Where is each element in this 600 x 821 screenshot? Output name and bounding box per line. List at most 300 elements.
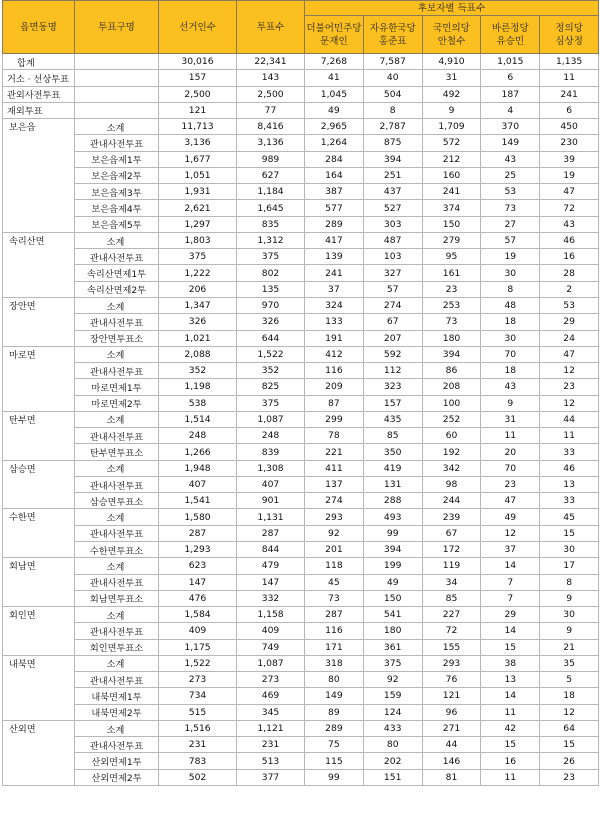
area-name-cell bbox=[3, 167, 75, 183]
candidate-votes-cell: 41 bbox=[305, 70, 364, 86]
summary-label: 재외투표 bbox=[3, 102, 75, 118]
candidate-votes-cell: 38 bbox=[481, 655, 540, 671]
votes-cell: 825 bbox=[237, 379, 305, 395]
candidate-votes-cell: 187 bbox=[481, 86, 540, 102]
candidate-votes-cell: 30 bbox=[540, 541, 599, 557]
table-row bbox=[3, 265, 599, 281]
voters-cell: 352 bbox=[159, 363, 237, 379]
voters-cell: 1,051 bbox=[159, 167, 237, 183]
voters-cell: 1,175 bbox=[159, 639, 237, 655]
area-name-cell bbox=[3, 574, 75, 590]
candidate-votes-cell: 70 bbox=[481, 460, 540, 476]
candidate-votes-cell: 67 bbox=[422, 525, 481, 541]
votes-cell: 147 bbox=[237, 574, 305, 590]
voters-cell: 231 bbox=[159, 737, 237, 753]
summary-row bbox=[3, 86, 599, 102]
table-row bbox=[3, 688, 599, 704]
candidate-votes-cell: 45 bbox=[305, 574, 364, 590]
candidate-votes-cell: 577 bbox=[305, 200, 364, 216]
candidate-votes-cell: 12 bbox=[540, 395, 599, 411]
candidate-votes-cell: 12 bbox=[540, 363, 599, 379]
place-name-cell: 보은읍제3투 bbox=[75, 184, 159, 200]
summary-row bbox=[3, 54, 599, 70]
candidate-votes-cell: 192 bbox=[422, 444, 481, 460]
votes-cell: 835 bbox=[237, 216, 305, 232]
candidate-votes-cell: 318 bbox=[305, 655, 364, 671]
area-name-cell bbox=[3, 428, 75, 444]
candidate-votes-cell: 527 bbox=[363, 200, 422, 216]
candidate-votes-cell: 160 bbox=[422, 167, 481, 183]
area-name-cell bbox=[3, 444, 75, 460]
candidate-votes-cell: 9 bbox=[481, 395, 540, 411]
candidate-votes-cell: 1,015 bbox=[481, 54, 540, 70]
candidate-votes-cell: 8 bbox=[363, 102, 422, 118]
place-name-cell: 관내사전투표 bbox=[75, 363, 159, 379]
place-name-cell: 관내사전투표 bbox=[75, 525, 159, 541]
table-row bbox=[3, 330, 599, 346]
candidate-votes-cell: 150 bbox=[422, 216, 481, 232]
votes-cell: 802 bbox=[237, 265, 305, 281]
candidate-votes-cell: 96 bbox=[422, 704, 481, 720]
area-name-cell: 탄부면 bbox=[3, 411, 75, 427]
voters-cell: 147 bbox=[159, 574, 237, 590]
candidate-votes-cell: 13 bbox=[540, 476, 599, 492]
candidate-votes-cell: 18 bbox=[481, 314, 540, 330]
place-name-cell: 마로면제2투 bbox=[75, 395, 159, 411]
candidate-votes-cell: 209 bbox=[305, 379, 364, 395]
table-row bbox=[3, 346, 599, 362]
votes-cell: 287 bbox=[237, 525, 305, 541]
place-name-cell: 소계 bbox=[75, 509, 159, 525]
voters-cell: 206 bbox=[159, 281, 237, 297]
area-name-cell: 수한면 bbox=[3, 509, 75, 525]
candidate-votes-cell: 394 bbox=[422, 346, 481, 362]
candidate-votes-cell: 241 bbox=[422, 184, 481, 200]
votes-cell: 273 bbox=[237, 672, 305, 688]
voters-cell: 783 bbox=[159, 753, 237, 769]
candidate-votes-cell: 157 bbox=[363, 395, 422, 411]
candidate-votes-cell: 394 bbox=[363, 151, 422, 167]
candidate-votes-cell: 30 bbox=[540, 607, 599, 623]
place-name-cell: 소계 bbox=[75, 411, 159, 427]
area-name-cell bbox=[3, 639, 75, 655]
candidate-votes-cell: 124 bbox=[363, 704, 422, 720]
votes-cell: 989 bbox=[237, 151, 305, 167]
candidate-votes-cell: 73 bbox=[481, 200, 540, 216]
votes-cell: 231 bbox=[237, 737, 305, 753]
area-name-cell bbox=[3, 688, 75, 704]
candidate-votes-cell: 342 bbox=[422, 460, 481, 476]
voters-cell: 1,347 bbox=[159, 297, 237, 313]
candidate-votes-cell: 31 bbox=[481, 411, 540, 427]
votes-cell: 248 bbox=[237, 428, 305, 444]
candidate-votes-cell: 419 bbox=[363, 460, 422, 476]
candidate-votes-cell: 199 bbox=[363, 558, 422, 574]
header-area: 읍면동명 bbox=[3, 1, 75, 54]
candidate-votes-cell: 35 bbox=[540, 655, 599, 671]
candidate-votes-cell: 161 bbox=[422, 265, 481, 281]
candidate-votes-cell: 274 bbox=[363, 297, 422, 313]
candidate-votes-cell: 417 bbox=[305, 232, 364, 248]
table-row bbox=[3, 135, 599, 151]
area-name-cell bbox=[3, 753, 75, 769]
candidate-votes-cell: 159 bbox=[363, 688, 422, 704]
voters-cell: 157 bbox=[159, 70, 237, 86]
candidate-votes-cell: 81 bbox=[422, 769, 481, 785]
candidate-votes-cell: 118 bbox=[305, 558, 364, 574]
area-name-cell bbox=[3, 249, 75, 265]
votes-cell: 1,158 bbox=[237, 607, 305, 623]
candidate-votes-cell: 98 bbox=[422, 476, 481, 492]
voters-cell: 1,514 bbox=[159, 411, 237, 427]
place-name-cell: 탄부면투표소 bbox=[75, 444, 159, 460]
header-voters: 선거인수 bbox=[159, 1, 237, 54]
candidate-votes-cell: 17 bbox=[540, 558, 599, 574]
candidate-votes-cell: 24 bbox=[540, 330, 599, 346]
candidate-votes-cell: 29 bbox=[481, 607, 540, 623]
candidate-votes-cell: 191 bbox=[305, 330, 364, 346]
votes-cell: 513 bbox=[237, 753, 305, 769]
area-name-cell bbox=[3, 314, 75, 330]
candidate-votes-cell: 73 bbox=[422, 314, 481, 330]
candidate-votes-cell: 116 bbox=[305, 363, 364, 379]
header-candidate-1: 더불어민주당 문재인 bbox=[305, 16, 364, 54]
area-name-cell bbox=[3, 265, 75, 281]
candidate-votes-cell: 28 bbox=[540, 265, 599, 281]
candidate-votes-cell: 48 bbox=[481, 297, 540, 313]
candidate-votes-cell: 70 bbox=[481, 346, 540, 362]
place-name-cell: 산외면제1투 bbox=[75, 753, 159, 769]
votes-cell: 345 bbox=[237, 704, 305, 720]
candidate-votes-cell: 875 bbox=[363, 135, 422, 151]
candidate-votes-cell: 25 bbox=[481, 167, 540, 183]
area-name-cell bbox=[3, 493, 75, 509]
place-name-cell: 소계 bbox=[75, 655, 159, 671]
candidate-votes-cell: 46 bbox=[540, 232, 599, 248]
candidate-votes-cell: 131 bbox=[363, 476, 422, 492]
candidate-votes-cell: 241 bbox=[540, 86, 599, 102]
place-name-cell: 관내사전투표 bbox=[75, 249, 159, 265]
candidate-votes-cell: 361 bbox=[363, 639, 422, 655]
place-name-cell: 관내사전투표 bbox=[75, 476, 159, 492]
votes-cell: 627 bbox=[237, 167, 305, 183]
table-row bbox=[3, 216, 599, 232]
candidate-votes-cell: 16 bbox=[540, 249, 599, 265]
candidate-votes-cell: 11 bbox=[481, 769, 540, 785]
candidate-votes-cell: 202 bbox=[363, 753, 422, 769]
area-name-cell: 삼승면 bbox=[3, 460, 75, 476]
candidate-votes-cell: 47 bbox=[540, 184, 599, 200]
area-name-cell bbox=[3, 151, 75, 167]
voters-cell: 538 bbox=[159, 395, 237, 411]
area-name-cell bbox=[3, 623, 75, 639]
candidate-votes-cell: 100 bbox=[422, 395, 481, 411]
candidate-votes-cell: 288 bbox=[363, 493, 422, 509]
voters-cell: 1,198 bbox=[159, 379, 237, 395]
candidate-votes-cell: 4 bbox=[481, 102, 540, 118]
area-name-cell bbox=[3, 379, 75, 395]
candidate-votes-cell: 149 bbox=[305, 688, 364, 704]
votes-cell: 1,121 bbox=[237, 720, 305, 736]
table-row bbox=[3, 314, 599, 330]
place-name-cell: 관내사전투표 bbox=[75, 737, 159, 753]
voters-cell: 1,222 bbox=[159, 265, 237, 281]
voters-cell: 326 bbox=[159, 314, 237, 330]
area-name-cell bbox=[3, 395, 75, 411]
candidate-votes-cell: 85 bbox=[422, 590, 481, 606]
candidate-votes-cell: 89 bbox=[305, 704, 364, 720]
candidate-votes-cell: 4,910 bbox=[422, 54, 481, 70]
candidate-votes-cell: 75 bbox=[305, 737, 364, 753]
candidate-votes-cell: 12 bbox=[481, 525, 540, 541]
place-name-cell: 소계 bbox=[75, 119, 159, 135]
candidate-votes-cell: 253 bbox=[422, 297, 481, 313]
area-name-cell: 산외면 bbox=[3, 720, 75, 736]
table-row bbox=[3, 428, 599, 444]
candidate-votes-cell: 72 bbox=[540, 200, 599, 216]
candidate-votes-cell: 7,268 bbox=[305, 54, 364, 70]
votes-cell: 844 bbox=[237, 541, 305, 557]
candidate-votes-cell: 2 bbox=[540, 281, 599, 297]
votes-cell: 1,131 bbox=[237, 509, 305, 525]
area-name-cell: 회인면 bbox=[3, 607, 75, 623]
table-row bbox=[3, 151, 599, 167]
candidate-votes-cell: 5 bbox=[540, 672, 599, 688]
table-row bbox=[3, 395, 599, 411]
candidate-votes-cell: 251 bbox=[363, 167, 422, 183]
candidate-votes-cell: 42 bbox=[481, 720, 540, 736]
votes-cell: 135 bbox=[237, 281, 305, 297]
candidate-votes-cell: 78 bbox=[305, 428, 364, 444]
candidate-votes-cell: 19 bbox=[540, 167, 599, 183]
candidate-votes-cell: 303 bbox=[363, 216, 422, 232]
votes-cell: 1,087 bbox=[237, 411, 305, 427]
candidate-votes-cell: 492 bbox=[422, 86, 481, 102]
candidate-votes-cell: 139 bbox=[305, 249, 364, 265]
candidate-votes-cell: 23 bbox=[422, 281, 481, 297]
candidate-votes-cell: 27 bbox=[481, 216, 540, 232]
place-name-cell: 내북면제1투 bbox=[75, 688, 159, 704]
votes-cell: 901 bbox=[237, 493, 305, 509]
candidate-votes-cell: 30 bbox=[481, 330, 540, 346]
votes-cell: 332 bbox=[237, 590, 305, 606]
candidate-votes-cell: 350 bbox=[363, 444, 422, 460]
candidate-votes-cell: 39 bbox=[540, 151, 599, 167]
candidate-votes-cell: 212 bbox=[422, 151, 481, 167]
place-name-cell: 보은읍제1투 bbox=[75, 151, 159, 167]
place-name-cell: 관내사전투표 bbox=[75, 574, 159, 590]
area-name-cell bbox=[3, 541, 75, 557]
candidate-votes-cell: 137 bbox=[305, 476, 364, 492]
votes-cell: 377 bbox=[237, 769, 305, 785]
voters-cell: 3,136 bbox=[159, 135, 237, 151]
election-results-table bbox=[2, 0, 599, 786]
header-votes: 투표수 bbox=[237, 1, 305, 54]
header-place: 투표구명 bbox=[75, 1, 159, 54]
table-row bbox=[3, 509, 599, 525]
candidate-votes-cell: 289 bbox=[305, 720, 364, 736]
candidate-votes-cell: 493 bbox=[363, 509, 422, 525]
candidate-votes-cell: 33 bbox=[540, 444, 599, 460]
candidate-votes-cell: 146 bbox=[422, 753, 481, 769]
place-name-cell: 소계 bbox=[75, 607, 159, 623]
votes-cell: 407 bbox=[237, 476, 305, 492]
candidate-votes-cell: 327 bbox=[363, 265, 422, 281]
place-name-cell: 소계 bbox=[75, 720, 159, 736]
candidate-votes-cell: 15 bbox=[481, 639, 540, 655]
place-name-cell: 보은읍제4투 bbox=[75, 200, 159, 216]
table-row bbox=[3, 281, 599, 297]
voters-cell: 476 bbox=[159, 590, 237, 606]
candidate-votes-cell: 18 bbox=[481, 363, 540, 379]
summary-label: 거소 · 선상투표 bbox=[3, 70, 75, 86]
candidate-votes-cell: 370 bbox=[481, 119, 540, 135]
votes-cell: 1,522 bbox=[237, 346, 305, 362]
candidate-votes-cell: 47 bbox=[540, 346, 599, 362]
votes-cell: 479 bbox=[237, 558, 305, 574]
place-name-cell: 수한면투표소 bbox=[75, 541, 159, 557]
candidate-votes-cell: 411 bbox=[305, 460, 364, 476]
candidate-votes-cell: 155 bbox=[422, 639, 481, 655]
area-name-cell bbox=[3, 281, 75, 297]
voters-cell: 407 bbox=[159, 476, 237, 492]
candidate-votes-cell: 180 bbox=[363, 623, 422, 639]
candidate-votes-cell: 60 bbox=[422, 428, 481, 444]
candidate-votes-cell: 64 bbox=[540, 720, 599, 736]
area-name-cell: 마로면 bbox=[3, 346, 75, 362]
voters-cell: 1,541 bbox=[159, 493, 237, 509]
place-name-cell: 관내사전투표 bbox=[75, 135, 159, 151]
candidate-votes-cell: 116 bbox=[305, 623, 364, 639]
table-row bbox=[3, 476, 599, 492]
candidate-votes-cell: 151 bbox=[363, 769, 422, 785]
place-name-cell: 관내사전투표 bbox=[75, 623, 159, 639]
table-row bbox=[3, 232, 599, 248]
voters-cell: 1,931 bbox=[159, 184, 237, 200]
place-name-cell: 회인면투표소 bbox=[75, 639, 159, 655]
area-name-cell: 속리산면 bbox=[3, 232, 75, 248]
empty-place-cell bbox=[75, 70, 159, 86]
candidate-votes-cell: 2,787 bbox=[363, 119, 422, 135]
candidate-votes-cell: 72 bbox=[422, 623, 481, 639]
table-row bbox=[3, 558, 599, 574]
voters-cell: 623 bbox=[159, 558, 237, 574]
table-row bbox=[3, 493, 599, 509]
area-name-cell: 내북면 bbox=[3, 655, 75, 671]
candidate-votes-cell: 374 bbox=[422, 200, 481, 216]
candidate-votes-cell: 279 bbox=[422, 232, 481, 248]
candidate-votes-cell: 8 bbox=[540, 574, 599, 590]
table-row bbox=[3, 460, 599, 476]
candidate-votes-cell: 412 bbox=[305, 346, 364, 362]
candidate-votes-cell: 57 bbox=[481, 232, 540, 248]
voters-cell: 734 bbox=[159, 688, 237, 704]
voters-cell: 375 bbox=[159, 249, 237, 265]
candidate-votes-cell: 16 bbox=[481, 753, 540, 769]
place-name-cell: 내북면제2투 bbox=[75, 704, 159, 720]
candidate-votes-cell: 92 bbox=[363, 672, 422, 688]
place-name-cell: 관내사전투표 bbox=[75, 314, 159, 330]
place-name-cell: 장안면투표소 bbox=[75, 330, 159, 346]
voters-cell: 1,948 bbox=[159, 460, 237, 476]
votes-cell: 143 bbox=[237, 70, 305, 86]
place-name-cell: 회남면투표소 bbox=[75, 590, 159, 606]
candidate-votes-cell: 43 bbox=[540, 216, 599, 232]
area-name-cell bbox=[3, 525, 75, 541]
candidate-votes-cell: 23 bbox=[540, 769, 599, 785]
candidate-votes-cell: 274 bbox=[305, 493, 364, 509]
results-body bbox=[3, 54, 599, 786]
table-row bbox=[3, 590, 599, 606]
votes-cell: 77 bbox=[237, 102, 305, 118]
votes-cell: 1,308 bbox=[237, 460, 305, 476]
votes-cell: 326 bbox=[237, 314, 305, 330]
candidate-votes-cell: 13 bbox=[481, 672, 540, 688]
candidate-votes-cell: 119 bbox=[422, 558, 481, 574]
candidate-votes-cell: 149 bbox=[481, 135, 540, 151]
area-name-cell bbox=[3, 737, 75, 753]
candidate-votes-cell: 99 bbox=[363, 525, 422, 541]
votes-cell: 375 bbox=[237, 395, 305, 411]
candidate-votes-cell: 387 bbox=[305, 184, 364, 200]
candidate-votes-cell: 14 bbox=[481, 623, 540, 639]
candidate-votes-cell: 14 bbox=[481, 558, 540, 574]
candidate-votes-cell: 112 bbox=[363, 363, 422, 379]
candidate-votes-cell: 30 bbox=[481, 265, 540, 281]
candidate-votes-cell: 31 bbox=[422, 70, 481, 86]
voters-cell: 30,016 bbox=[159, 54, 237, 70]
area-name-cell bbox=[3, 672, 75, 688]
candidate-votes-cell: 293 bbox=[422, 655, 481, 671]
header-candidate-group: 후보자별 득표수 bbox=[305, 1, 599, 16]
place-name-cell: 소계 bbox=[75, 232, 159, 248]
votes-cell: 3,136 bbox=[237, 135, 305, 151]
place-name-cell: 소계 bbox=[75, 558, 159, 574]
candidate-votes-cell: 12 bbox=[540, 704, 599, 720]
candidate-votes-cell: 435 bbox=[363, 411, 422, 427]
voters-cell: 409 bbox=[159, 623, 237, 639]
table-row bbox=[3, 639, 599, 655]
summary-row bbox=[3, 102, 599, 118]
candidate-votes-cell: 437 bbox=[363, 184, 422, 200]
table-row bbox=[3, 672, 599, 688]
table-row bbox=[3, 607, 599, 623]
candidate-votes-cell: 57 bbox=[363, 281, 422, 297]
candidate-votes-cell: 23 bbox=[540, 379, 599, 395]
table-row bbox=[3, 655, 599, 671]
candidate-votes-cell: 37 bbox=[305, 281, 364, 297]
voters-cell: 1,293 bbox=[159, 541, 237, 557]
candidate-votes-cell: 29 bbox=[540, 314, 599, 330]
header-candidate-5: 정의당 심상정 bbox=[540, 16, 599, 54]
candidate-votes-cell: 87 bbox=[305, 395, 364, 411]
candidate-votes-cell: 9 bbox=[422, 102, 481, 118]
votes-cell: 749 bbox=[237, 639, 305, 655]
candidate-votes-cell: 293 bbox=[305, 509, 364, 525]
table-row bbox=[3, 574, 599, 590]
table-row bbox=[3, 753, 599, 769]
voters-cell: 1,522 bbox=[159, 655, 237, 671]
candidate-votes-cell: 150 bbox=[363, 590, 422, 606]
candidate-votes-cell: 299 bbox=[305, 411, 364, 427]
empty-place-cell bbox=[75, 54, 159, 70]
votes-cell: 644 bbox=[237, 330, 305, 346]
table-row bbox=[3, 249, 599, 265]
candidate-votes-cell: 8 bbox=[481, 281, 540, 297]
candidate-votes-cell: 1,709 bbox=[422, 119, 481, 135]
candidate-votes-cell: 487 bbox=[363, 232, 422, 248]
candidate-votes-cell: 171 bbox=[305, 639, 364, 655]
